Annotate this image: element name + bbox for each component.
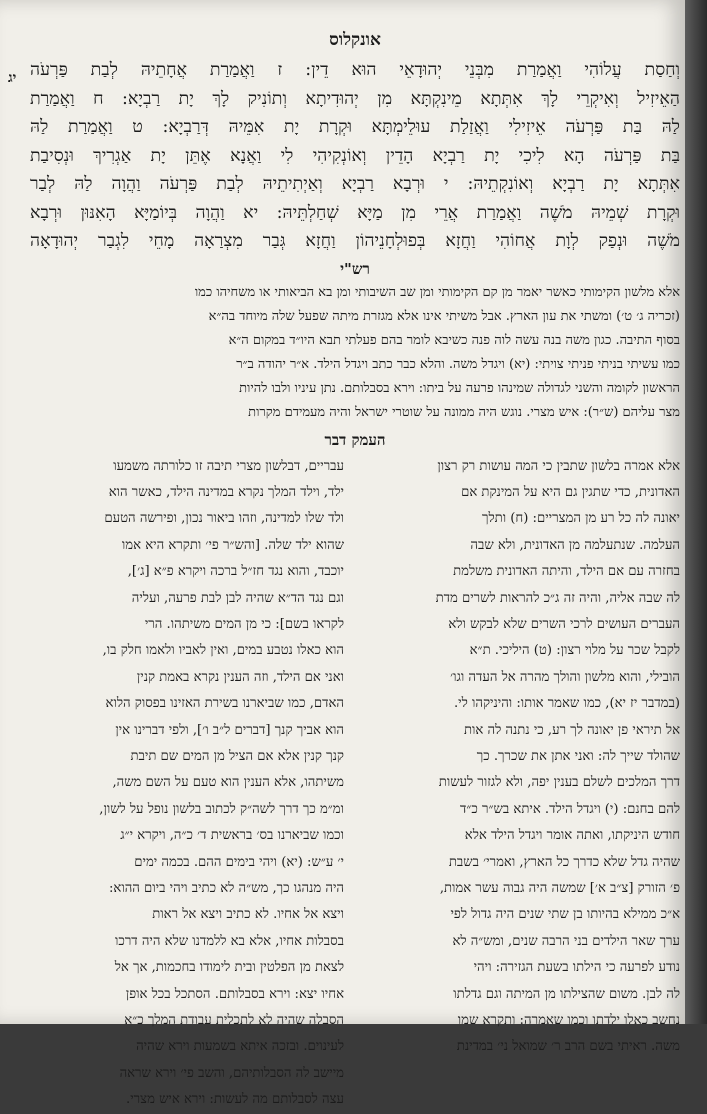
haamek-right-line: בחזרה עם אם הילד, והיתה האדונית משלמת	[453, 564, 680, 580]
haamek-left-line: וגם נגד הד״א שהיה לבן לבת פרעה, ועליה	[131, 590, 344, 606]
haamek-left-line: וכמו שביארנו בס׳ בראשית ד׳ כ״ה, ויקרא י״ג	[120, 828, 344, 844]
haamek-left-line: היה מנהגו כך, מש״ה לא כתיב ויהי ביום ההוא:	[108, 881, 344, 896]
haamek-right-line: שהיה גדל שלא כדרך כל הארץ, ואמרי׳ בשבת	[448, 854, 680, 870]
haamek-right-line: פ׳ הזורק [צ״ב א׳] שמשה היה גבוה עשר אמות,	[439, 881, 680, 896]
haamek-left-line: לעינוים. ובזכה איתא בשמעות וירא שהיה	[136, 1039, 344, 1055]
onkelos-line: אִתְּתָא יָת רַבְיָא וְאוֹנִקְתֵיהּ: י וּרְבָא רַבְיָא וְאַיְתִיתֵיהּ לְבַת פַּרְעֹה וַהֲוָה לַהּ לְבַר	[30, 174, 680, 194]
haamek-left-column	[30, 454, 344, 1114]
haamek-left-line: יוכבד, והוא נגד חז״ל ברכה ויקרא פ״א [ג׳],	[127, 564, 344, 580]
haamek-right-line: (במדבר יז יא), כמו שאמר אותו: והיניקהו לי.	[453, 696, 680, 712]
haamek-left-line: ויצא אל אחיו. לא כתיב ויצא אל ראות	[152, 907, 344, 923]
rashi-line: בסוף התיבה. כגון משה בנה עשה לוה פנה כשיבא לומר בהם פעלתי תבא היו״ד במקום ה״א	[228, 332, 680, 348]
haamek-right-line: אלא אמרה בלשון שתבין כי המה עושות רק רצון	[437, 458, 680, 474]
haamek-right-line: דרך המלכים לשלם בענין יפה, ולא לגזור לעשות	[438, 775, 680, 791]
rashi-line: (זכריה ג׳ ט׳) ומשתי את עון הארץ. אבל משיתי אינו אלא מגזרת מיתה שפעל שלה מיוחד בה״א	[208, 308, 680, 324]
haamek-davar-columns	[30, 454, 680, 1114]
haamek-right-line: ערך שאר הילדים בני הרבה שנים, ומש״ה לא	[452, 933, 680, 949]
haamek-right-line: משה. ראיתי בשם הרב ר׳ שמואל ני׳ במדינת	[456, 1039, 680, 1055]
next-page-edge	[685, 0, 707, 1024]
haamek-right-line: העברים העושים לרכי השרים שלא לבקש ולא	[448, 616, 680, 632]
onkelos-title: אונקלוס	[329, 30, 381, 50]
rashi-title: רש"י	[340, 259, 370, 278]
onkelos-line: וּקְרָת שְׁמֵיהּ מֹשֶׁה וַאֲמַרַת אֲרֵי מִן מַיָּא שְׁחַלְתֵּיהּ: יא וַהֲוָה בְּיוֹמַיָּא הָאִנּוּן וּרְבָא	[30, 202, 680, 223]
haamek-left-line: ואני אם הילד, וזה הענין נקרא באמת קנין	[136, 669, 344, 685]
haamek-right-line: הובילי, והוא מלשון והולך מהרה אל העדה וגו׳	[450, 669, 680, 685]
haamek-left-line: ולד שלו למדינה, וזהו ביאור נכון, ופירשה הטעם	[104, 511, 344, 527]
haamek-right-line: אל תיראי פן יאונה לך רע, כי נתנה לה אות	[463, 722, 680, 738]
rashi-line: הראשון לקומה והשני לגדולה שמינהו פרעה על ביתו: וירא בסבלותם. נתן עיניו ולבו להיות	[239, 380, 680, 396]
haamek-left-line: הוא אביך קנך [דברים ל״ב ו׳], ולפי דברינו אין	[115, 722, 344, 738]
onkelos-line: בַּת פַּרְעֹה הָא לִיכִי יָת רַבְיָא הָדֵין וְאוֹנְקִיהִי לִי וַאֲנָא אֶתֵּן יָת אַגְרִיךְ וּנְסִיבַת	[30, 145, 680, 166]
haamek-left-line: ילד, וילד המלך נקרא במדינה הילד, כאשר הוא	[108, 484, 344, 500]
haamek-left-line: לצאת מן הפלטין ובית לימודו בחכמות, אך אל	[114, 960, 344, 976]
haamek-left-line: קנך קנין אלא אם הציל מן המים שם תיבת	[130, 748, 344, 764]
haamek-right-line: העלמה. שנתעלמה מן האדונית, ולא שבה	[470, 537, 680, 553]
haamek-right-line: נחשב כאלו ילדתו וכמו שאמרה: ותקרא שמו	[457, 1013, 680, 1029]
haamek-left-line: הסבלה שהיה לא לתכלית עבודת המלך כ״א	[124, 1013, 344, 1029]
haamek-right-line: להם בחנם: (י) ויגדל הילד. איתא בש״ר כ״ד	[460, 801, 680, 817]
onkelos-line: לַהּ בַּת פַּרְעֹה אֵיזִילִי וַאֲזַלַת עוּלֵימְתָּא וּקְרָת יָת אִמֵּיהּ דְּרַבְיָא: ט וַאֲמַרַת לַהּ	[30, 117, 680, 137]
onkelos-text	[30, 56, 680, 256]
haamek-left-line: מיישב לה הסבלותיהם, והשב פי׳ וירא שראה	[119, 1065, 344, 1081]
haamek-right-line: האדונית, כדי שתגין גם היא על המינקת אם	[461, 484, 680, 500]
haamek-left-line: הוא כאלו נטבע במים, ואין לאביו ולאמו חלק בו,	[102, 643, 344, 659]
haamek-left-line: האדם, כמו שביארנו בשירת האזינו בפסוק הלוא	[105, 696, 344, 712]
haamek-right-line: יאונה לה כל רע מן המצריים: (ח) ותלך	[482, 511, 680, 527]
haamek-right-line: לה שבה אליה, והיה זה ג״כ להראות לשרים מדת	[435, 590, 680, 606]
haamek-left-line: ומ״מ כך דרך לשה״ק לכתוב בלשון נופל על לשון,	[99, 801, 344, 817]
page-content	[8, 26, 680, 1108]
haamek-left-line: י׳ ע״ש: (יא) ויהי בימים ההם. בכמה ימים	[134, 854, 344, 870]
onkelos-line: וְחַסַת עֲלוֹהִי וַאֲמַרַת מִבְּנֵי יְהוּדָאֵי הוּא דֵין: ז וַאֲמַרַת אֲחָתֵיהּ לְבַת פַּרְעֹה	[30, 60, 680, 80]
verse-number: יג	[8, 70, 17, 86]
rashi-section	[30, 260, 680, 425]
onkelos-section	[8, 30, 680, 256]
haamek-davar-section	[30, 431, 680, 1114]
haamek-left-line: עצה לסבלותם מה לעשות: וירא איש מצרי.	[126, 1092, 344, 1108]
rashi-text	[30, 281, 680, 425]
rashi-line: מצר עליהם (ש״ר): איש מצרי. נוגש היה ממונה על שוטרי ישראל והיה מעמידם מקרות	[248, 404, 680, 420]
haamek-left-line: שהוא ילד שלה. [והש״ר פי׳ ותקרא היא אמו	[121, 537, 344, 553]
haamek-right-line: שהולד שייך לה: ואני אתן את שכרך. כך	[476, 748, 680, 764]
haamek-left-line: לקראו בשם]: כי מן המים משיתהו. הרי	[144, 616, 344, 632]
haamek-left-line: אחיו יצא: וירא בסבלותם. הסתכל בכל אופן	[125, 986, 344, 1002]
haamek-left-line: משיתהו, אלא הענין הוא טעם על השם משה,	[112, 775, 344, 791]
haamek-left-line: עבריים, דבלשון מצרי תיבה זו כלורתה משמעו	[113, 458, 344, 474]
haamek-right-line: לקבל שכר על מלוי רצון: (ט) היליכי. ת״א	[469, 643, 680, 659]
haamek-right-line: לה לבן. משום שהצילתו מן המיתה וגם גדלתו	[453, 986, 680, 1002]
haamek-right-line: א״כ ממילא בהיותו בן שתי שנים היה גדול לפי	[450, 907, 680, 923]
rashi-line: כמו עשיתי בניתי פניתי צויתי: (יא) ויגדל משה. והלא כבר כתב ויגדל הילד. א״ר יהודה ב״ר	[236, 356, 680, 372]
haamek-right-line: נודע לפרעה כי הילתו בשעת הגזירה: ויהי	[473, 960, 680, 976]
haamek-left-line: בסבלות אחיו, אלא בא ללמדנו שלא היה דרכו	[115, 933, 344, 949]
onkelos-line: הַאֵיזִיל וְאִיקְרֵי לָךְ אִתְּתָא מֵינִקְתָּא מִן יְהוּדִיתָא וְתוֹנִיק לָךְ יָת רַבְיָא: ח וַאֲמַרַת	[30, 88, 680, 109]
onkelos-line: מֹשֶׁה וּנְפַק לְוָת אֲחוֹהִי וַחֲזָא בְּפוּלְחָנֵיהוֹן וַחֲזָא גְּבַר מִצְרַאָה מָחֵי לִגְבַר יְהוּדָאָה	[30, 231, 680, 251]
haamek-right-line: חודש היניקתו, ואתה אומר ויגדל הילד אלא	[464, 828, 680, 844]
haamek-davar-title: העמק דבר	[324, 430, 386, 449]
haamek-right-column	[366, 454, 680, 1114]
rashi-line: אלא מלשון הקימותי כאשר יאמר מן קם הקימותי ומן שב השיבותי ומן בא הביאותי או משחיהו כמו	[194, 284, 680, 300]
